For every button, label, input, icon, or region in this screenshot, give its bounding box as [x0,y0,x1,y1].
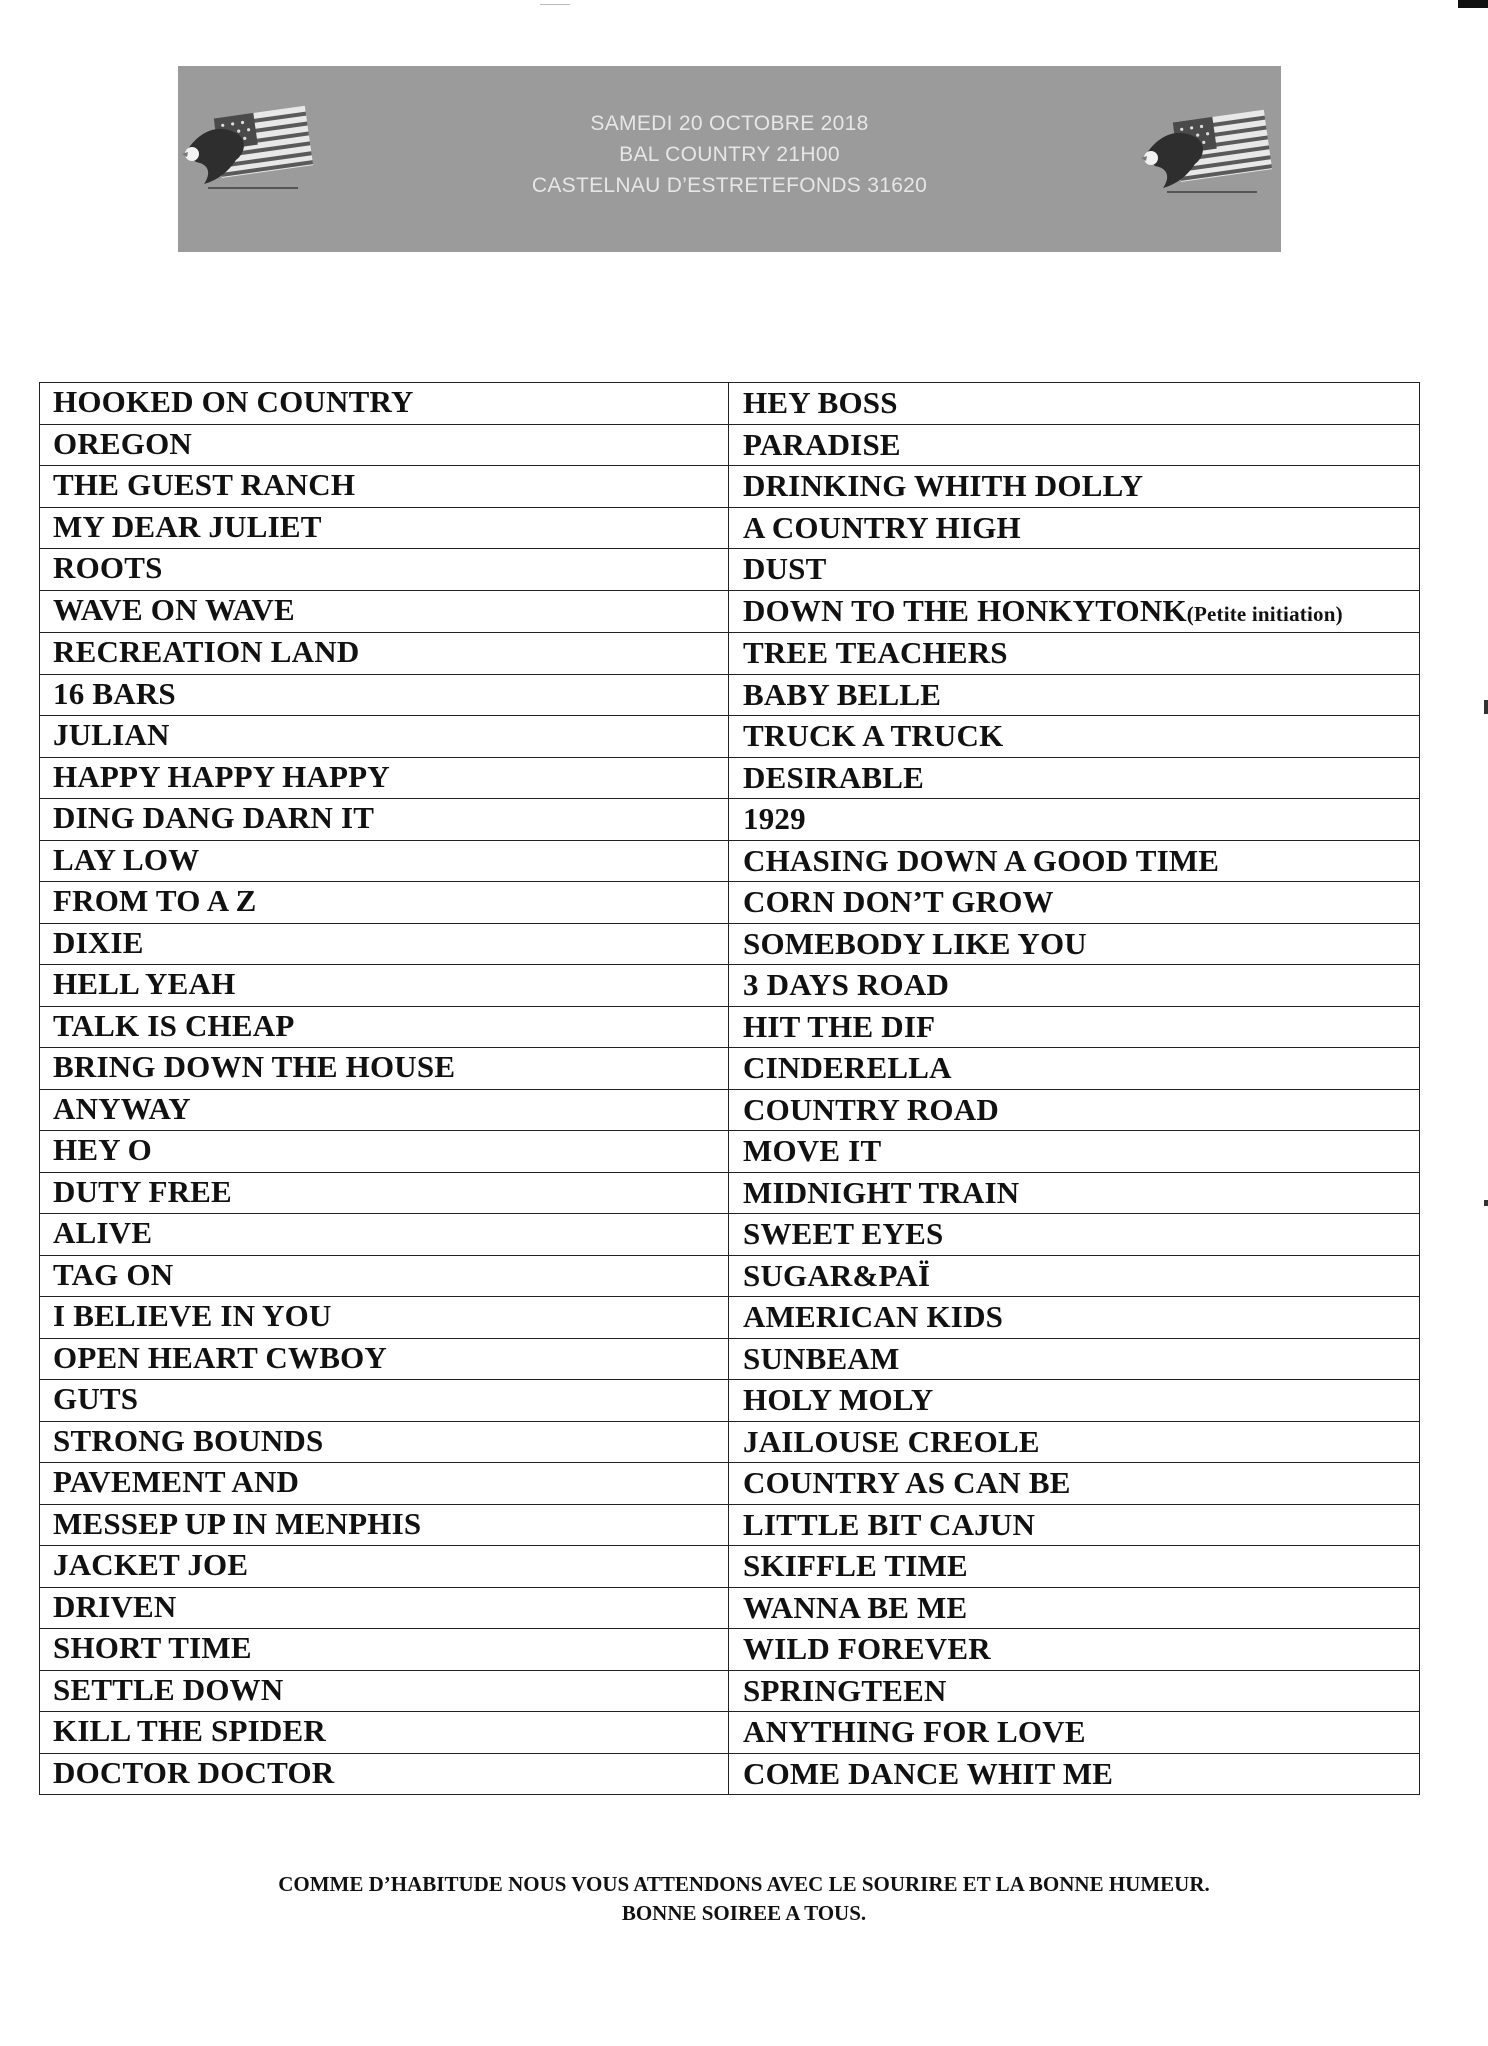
event-banner [178,66,1281,252]
song-cell-right [729,1214,1420,1256]
song-row [40,466,1420,508]
song-title-right: SUNBEAM [743,1340,900,1376]
song-title-left: ANYWAY [40,1089,729,1131]
song-title-right: ANYTHING FOR LOVE [743,1714,1086,1749]
song-title-left: OPEN HEART CWBOY [40,1338,729,1380]
song-row [40,1546,1420,1588]
song-title-left: DIXIE [40,923,729,965]
song-title-left: FROM TO A Z [40,882,729,924]
song-title-left: SETTLE DOWN [40,1670,729,1712]
song-title-left: BRING DOWN THE HOUSE [40,1048,729,1090]
song-cell-right [729,590,1420,633]
song-title-left: GUTS [40,1380,729,1422]
song-note: (Petite initiation) [1186,601,1343,626]
song-title-right: WANNA BE ME [743,1589,968,1625]
song-title-right: MOVE IT [743,1133,882,1168]
song-cell-right [729,1380,1420,1422]
footer-line-1: COMME D’HABITUDE NOUS VOUS ATTENDONS AVEC LE SOURIRE ET LA BONNE HUMEUR. [278,1872,1210,1896]
song-row [40,716,1420,758]
song-cell-right [729,1753,1420,1795]
song-row [40,882,1420,924]
song-row [40,1255,1420,1297]
song-cell-right [729,882,1420,924]
song-title-left: ROOTS [40,549,729,591]
scan-mark [540,0,570,5]
song-row [40,965,1420,1007]
song-title-right: HIT THE DIF [743,1008,936,1044]
song-row [40,1172,1420,1214]
song-row [40,383,1420,425]
song-cell-right [729,1255,1420,1297]
song-cell-right [729,1504,1420,1546]
song-cell-right [729,1048,1420,1090]
song-title-left: HAPPY HAPPY HAPPY [40,757,729,799]
song-title-right: JAILOUSE CREOLE [743,1423,1040,1459]
song-cell-right [729,424,1420,466]
song-row [40,590,1420,633]
song-title-left: JACKET JOE [40,1546,729,1588]
song-cell-right [729,1131,1420,1173]
song-title-right: SOMEBODY LIKE YOU [743,925,1087,961]
song-title-left: HELL YEAH [40,965,729,1007]
song-cell-right [729,1421,1420,1463]
song-row [40,1089,1420,1131]
song-row [40,1048,1420,1090]
song-cell-right [729,965,1420,1007]
song-title-left: PAVEMENT AND [40,1463,729,1505]
song-cell-right [729,1006,1420,1048]
song-cell-right [729,466,1420,508]
song-cell-right [729,716,1420,758]
song-cell-right [729,1463,1420,1505]
song-cell-right [729,840,1420,882]
song-title-right: HOLY MOLY [743,1382,934,1417]
song-row [40,633,1420,675]
song-row [40,1504,1420,1546]
scan-edge-mark [1484,1200,1488,1206]
song-row [40,1421,1420,1463]
song-cell-right [729,1670,1420,1712]
song-title-right: SUGAR&PAÏ [743,1257,931,1293]
song-title-left: STRONG BOUNDS [40,1421,729,1463]
scan-corner-mark [1458,0,1488,8]
song-title-left: HEY O [40,1131,729,1173]
song-title-left: SHORT TIME [40,1629,729,1671]
song-list-table [39,382,1420,1795]
song-cell-right [729,923,1420,965]
song-title-right: COUNTRY ROAD [743,1091,999,1127]
song-title-right: SKIFFLE TIME [743,1548,968,1583]
song-title-left: DUTY FREE [40,1172,729,1214]
song-title-right: HEY BOSS [743,385,898,420]
song-row [40,1297,1420,1339]
song-cell-right [729,1297,1420,1339]
song-title-right: TRUCK A TRUCK [743,718,1004,753]
song-row [40,757,1420,799]
song-cell-right [729,1546,1420,1588]
song-title-left: I BELIEVE IN YOU [40,1297,729,1339]
song-row [40,1463,1420,1505]
song-row [40,549,1420,591]
song-title-right: COME DANCE WHIT ME [743,1755,1114,1791]
song-list-body [40,383,1420,1795]
song-cell-right [729,1629,1420,1671]
song-title-left: TAG ON [40,1255,729,1297]
song-title-left: DING DANG DARN IT [40,799,729,841]
song-row [40,1753,1420,1795]
event-title: BAL COUNTRY 21H00 [619,143,840,166]
song-title-left: MY DEAR JULIET [40,507,729,549]
song-title-left: DOCTOR DOCTOR [40,1753,729,1795]
song-title-right: WILD FOREVER [743,1631,991,1666]
song-cell-right [729,383,1420,425]
event-date: SAMEDI 20 OCTOBRE 2018 [590,112,869,135]
song-row [40,1131,1420,1173]
song-title-right: SPRINGTEEN [743,1672,947,1708]
song-title-right: CINDERELLA [743,1050,952,1085]
song-cell-right [729,1587,1420,1629]
song-title-left: MESSEP UP IN MENPHIS [40,1504,729,1546]
song-title-right: BABY BELLE [743,676,942,712]
footer-message [0,1870,1488,1928]
song-title-right: 3 DAYS ROAD [743,967,950,1002]
footer-line-2: BONNE SOIREE A TOUS. [621,1901,867,1925]
song-title-right: SWEET EYES [743,1216,944,1251]
song-title-right: 1929 [743,801,806,836]
song-cell-right [729,757,1420,799]
song-cell-right [729,549,1420,591]
banner-text [178,108,1281,201]
song-row [40,840,1420,882]
song-row [40,1670,1420,1712]
song-title-left: OREGON [40,424,729,466]
song-row [40,1214,1420,1256]
song-title-left: 16 BARS [40,674,729,716]
song-cell-right [729,507,1420,549]
song-title-left: WAVE ON WAVE [40,590,729,633]
song-title-right: DOWN TO THE HONKYTONK [743,592,1187,628]
song-title-left: HOOKED ON COUNTRY [40,383,729,425]
scan-edge-mark [1484,700,1488,714]
song-title-right: PARADISE [743,426,901,462]
song-title-right: AMERICAN KIDS [743,1299,1004,1334]
song-title-right: DESIRABLE [743,759,924,795]
song-cell-right [729,1089,1420,1131]
song-row [40,507,1420,549]
song-title-right: A COUNTRY HIGH [743,509,1021,545]
song-row [40,674,1420,716]
song-title-left: THE GUEST RANCH [40,466,729,508]
song-title-left: RECREATION LAND [40,633,729,675]
song-title-right: CHASING DOWN A GOOD TIME [743,842,1220,878]
song-title-right: LITTLE BIT CAJUN [743,1506,1036,1542]
song-cell-right [729,799,1420,841]
song-title-left: DRIVEN [40,1587,729,1629]
song-row [40,799,1420,841]
song-row [40,1587,1420,1629]
song-title-right: CORN DON’T GROW [743,884,1054,919]
song-title-right: DRINKING WHITH DOLLY [743,468,1144,503]
song-row [40,1006,1420,1048]
song-title-left: TALK IS CHEAP [40,1006,729,1048]
song-row [40,1629,1420,1671]
event-location: CASTELNAU D’ESTRETEFONDS 31620 [531,174,928,197]
song-cell-right [729,674,1420,716]
song-row [40,1338,1420,1380]
song-row [40,923,1420,965]
song-row [40,1380,1420,1422]
song-title-left: ALIVE [40,1214,729,1256]
song-title-right: COUNTRY AS CAN BE [743,1465,1071,1500]
song-cell-right [729,633,1420,675]
song-title-left: LAY LOW [40,840,729,882]
song-title-right: TREE TEACHERS [743,635,1008,670]
song-cell-right [729,1172,1420,1214]
song-title-left: KILL THE SPIDER [40,1712,729,1754]
song-cell-right [729,1712,1420,1754]
song-cell-right [729,1338,1420,1380]
song-row [40,1712,1420,1754]
song-title-right: MIDNIGHT TRAIN [743,1174,1020,1210]
song-title-left: JULIAN [40,716,729,758]
song-title-right: DUST [743,551,827,586]
song-row [40,424,1420,466]
